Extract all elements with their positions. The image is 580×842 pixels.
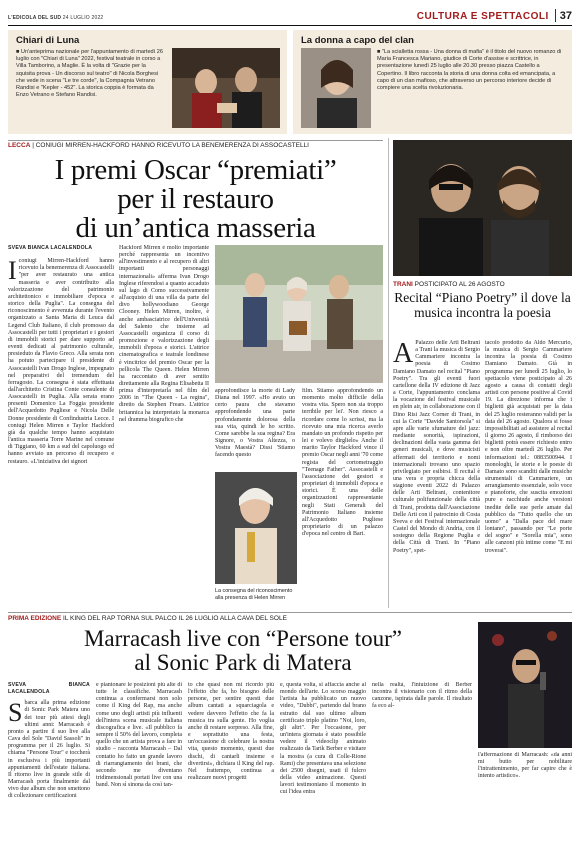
kicker-text: POSTICIPATO AL 26 AGOSTO (414, 281, 505, 288)
musicians-photo (393, 140, 572, 276)
box-text: ■ "La scialletta rossa - Una donna di mafia" è il titolo del nuovo romanzo di Maria Francesca Mariano, giudice di Corte d'assise e scrittrice, in presentazione lunedì 25 luglio alle 20.30 presso piazza Castello a Copertino. Il libro racconta la storia di una donna colta ed emancipata, a capo di un clan mafioso, che attraverso un percorso interiore decide di compiere una scelta rivoluzionaria. (377, 49, 562, 92)
column-text: e, questa volta, si affaccia anche al mondo dell'arte. Lo scorso maggio l'artista ha pubblicato un nuovo video, "Dubbi", partendo dal brano estratto dal suo ultimo album certificato triplo platino "Noi, loro, gli altri". Per l'occasione, per un'intera giornata è stato possibile vedere il videoclip animato realizzato da Tarik Berber e visitare la mostra (a cura di Colle-Rione Rami) che presentava una selezione dei 2500 disegni, usati il fulcro della video animazione. Questi lavori testimoniano il momento in cui l'idea entra (280, 682, 366, 796)
column-text: Hackford Mirren è molto importante perché rappresenta un incentivo all'investimento e al recupero di altri importanti personaggi internazionali» afferma Ivan Drogo Inglese riferendosi a quanto accaduto sul lago di Como successivamente all'acquisto di una villa da parte del divo hollywoodiano George Clooney. Helen Mirren, inoltre, è anche ambasciatrice dell'Università del Salento che insieme ad Assocastelli organizza il corso di promozione e valorizzazione degli immobili d'epoca e storici. L'attrice cinematografica e teatrale londinese è vincitrice del premio Oscar per la pellicola The Queen. Helen Mirren ha raccontato di aver sentito direttamente alla Regina Elisabetta II prima d'interpretarla nel film del 2006 in "The Queen - La regina", diretto da Stephen Frears. L'attrice britannica ha interpretato la monarca nel dramma biografico che (119, 245, 209, 423)
kicker-place: LECCA (8, 142, 31, 149)
column-text: film. Stiamo approfondendo un momento molto difficile della vostra vita. Spero non sia troppo terribile per lei'. Non riesco a ricordare come lo scrissi, ma la ricevuto una mia ricerca averlo mandato un profondo rispetto per lei e volevo dirglielo» Anche il marito Taylor Hackford vince il premio Oscar negli anni '70 come regista del cortometraggio "Teenage Father". Assocastelli e l'associazione dei gestori e proprietari di immobili d'epoca e storici. È una delle organizzazioni rappresentante negli Stati Generali del Patrimonio Italiano insieme all'Acquedotto Pugliese proprietario di un palazzo d'epoca nel centro di Bari. (302, 388, 383, 538)
column-text: nella realtà, l'intuizione di Berber incontra il visionario con il ritmo della canzone, ispirata dalle parole. Il risultato fa eco al- (372, 682, 472, 710)
box-donna-clan (293, 30, 572, 134)
main-headline (8, 156, 383, 243)
bottom-byline: SVEVA BIANCA LACALENDOLA (8, 682, 90, 696)
bottom-kicker (8, 615, 572, 622)
column-text: Palazzo delle Arti Beltrani a Trani la musica di Sergio Cammariere incontra la poesia di Cosimo Damiano Damato nel recital "Piano Poetry". Tra gli eventi fuori cartellone della IV edizione di Jazz a Corte, l'appuntamento conclama la vocazione del festival musicale en plein air, in collaborazione con il Dino Risi Jazz Corner di Trani, in cui la Corte "Davide Santorsola" si apre alle varie sfumature del jazz: mediante sonorità, ispirazioni, declinazioni della vasta gamma dei generi musicali, e dove musicisti affermati del territorio e nomi internazionali trovano uno spazio privilegiato per esibirsi. Il recital è una vera e propria chicca della stagione eventi 2022 di Palazzo delle Arti Beltrani, contenitore culturale polifunzionale della città di Trani, prodotta dall'Associazione Delle Arti con il patrocinio di Costa Sveva e dei Festival internazionale Castel del Mondo di Andria, con il sostegno della Regione Puglia e della Città di Trani. In "Piano Poetry", spet- (393, 340, 480, 554)
box-chiari-di-luna (8, 30, 287, 134)
right-headline: Recital “Piano Poetry” il dove la musica incontra la poesia (394, 290, 571, 320)
right-kicker (393, 281, 505, 288)
bottom-headline (8, 627, 478, 675)
headline-line-1: Marracash live con “Persone tour” (83, 626, 403, 651)
newspaper-name: L'EDICOLA DEL SUD (8, 15, 62, 21)
bottom-column-4 (280, 682, 366, 834)
section-title: CULTURA E SPETTACOLI (416, 11, 549, 22)
column-divider (388, 138, 389, 608)
drop-cap: I (8, 256, 17, 286)
marracash-photo (478, 622, 572, 748)
column-text: e piantonare le posizioni più alte di tutte le classifiche. Marracash continua a confermarsi non solo come il King del Rap, ma anche come uno degli artisti più influenti dell'intera scena musicale italiana discografica e live. «Il pubblico fa sempre il 50% del lavoro, completa quello che un artista prova a fare in studio – racconta Marracash – Dal contatto ho fatto un grande lavoro di riarrangiamento dei brani, che secondo me diventano tridimensionali portati live con una band. Non sì sinona da così tan- (96, 682, 182, 789)
page-header (8, 6, 572, 26)
column-text: to che quasi non mi ricordo più l'effetto che fa, ho bisogno delle persone, per sentire questi due album cantati a squarciagola e vedere davvero l'effetto che fa la musica tra sulla gente. Ho voglia anche di restare sorpreso. Alla fine, e soprattutto una festa, un'occasione di celebrare la nostra vita, questo momento, questi due dischi, di cantarli insieme e divertirsi», dichiara il King del rap. Nel frattempo, continua a realizzare nuovi progetti (188, 682, 274, 782)
kicker-place: PRIMA EDIZIONE (8, 615, 62, 622)
main-column-1 (8, 245, 114, 607)
right-column-2 (485, 340, 572, 608)
bottom-column-1 (8, 682, 90, 834)
headline-line-2: al Sonic Park di Matera (134, 650, 352, 675)
theatre-photo (172, 48, 280, 128)
headline-line-3: di un’antica masseria (75, 212, 316, 244)
drop-cap: S (8, 698, 23, 728)
headline-line-2: per il restauro (117, 183, 274, 215)
kicker-text: IL KING DEL RAP TORNA SUL PALCO IL 26 LUGLIO ALLA CAVA DEL SOLE (63, 615, 287, 622)
kicker-rule (8, 612, 572, 613)
main-kicker: LECCA | CONIUGI MIRREN-HACKFORD HANNO RICEVUTO LA BENEMERENZA DI ASSOCASTELLI (8, 142, 309, 149)
header-masthead (8, 15, 417, 25)
column-text: coniugi Mirren-Hackford hanno ricevuto la benemerenza di Assocastelli "per aver restaurato una antica masseria e aver contribuito alla valorizzazione del patrimonio architettonico e immobiliare d'epoca e storico della Puglia". La consegna del riconoscimento è avvenuta durante l'evento organizzato a Santa Maria di Leuca dal Legend Club Italiano, il club promosso da Assocastelli per tutti i proprietari e i gestori di immobili storici per dare supporto ad eventi dedicati al patrimonio culturale, presieduto da Flavio Greco. Alla serata non ha potuto partecipare il presidente di Assocastelli Ivan Drogo Inglese, impegnato nel preparativi del tremendum del ferragosto. La consegna è stata effettuata dall'architetto Cristina Conte consulente di Assocastelli in Puglia. Alla serata erano presenti Domenico La Foggia presidente dell'Acquedotto Pugliese e Nicola Delle Donne presidente di Confindustria Lecce. I coniugi Helen Mirren e Taylor Hackford già da qualche tempo hanno acquistato l'antica masseria Torre Marine nel comune di Tiggiano, 60 km a sud del capoluogo ed hanno avviato un percorso di recupero e restauro. «L'iniziativa dei signori (8, 258, 114, 465)
right-column-1 (393, 340, 480, 608)
helen-mirren-photo (215, 472, 297, 584)
box-title: Chiari di Luna (16, 35, 80, 46)
bottom-column-3 (188, 682, 274, 834)
kicker-text: CONIUGI MIRREN-HACKFORD HANNO RICEVUTO LA BENEMERENZA DI ASSOCASTELLI (35, 142, 309, 149)
photo-caption: La consegna del riconoscimento alla presenza di Helen Mirren (215, 588, 293, 601)
kicker-rule (8, 140, 383, 141)
header-divider (555, 9, 556, 22)
box-text: ■ Un'anteprima nazionale per l'appuntamento di martedì 26 luglio con "Chiari di Luna" 2022, festival teatrale in corso a Villa Tamborino, a Maglie. È la volta di "Grazie per la squisita prova - Un discorso sul teatro" di Nicola Borghesi che vede in scena "Le tre corde", la Compagnia Vetrano Randisi e "Kepler - 452". La storica coppia è formata da Enzo Vetrano e Stefano Randisi. (16, 49, 163, 99)
box-title: La donna a capo del clan (301, 35, 414, 46)
issue-date: 24 LUGLIO 2022 (62, 15, 104, 21)
bottom-column-2 (96, 682, 182, 834)
column-text: barca alla prima edizione di Sonic Park Matera uno dei tour più attesi degli ultimi anni: Marracash è pronto a partire il suo live alla Cava del Sole "David Sassoli" in programma per il 26 luglio. Si chiama "Persone Tour" e toccherà in esclusiva i più importanti appuntamenti dell'estate italiana. Il ritorno live in grande stile di Marracash porta finalmente dal vivo due album che non smettono di collezionare certificazioni (8, 700, 90, 800)
kicker-place: TRANI (393, 281, 413, 288)
award-group-photo (215, 245, 383, 383)
bottom-column-6 (478, 752, 572, 834)
author-photo (301, 48, 371, 128)
main-byline: SVEVA BIANCA LACALENDOLA (8, 245, 93, 251)
headline-line-1: I premi Oscar “premiati” (54, 154, 337, 186)
column-text: approfondisce la morte di Lady Diana nel 1997. «Ho avuto un certo paura che stavamo approfondendo una parte profondamente dolorosa della sua vita, quindi le ho scritto. Come sarebbe la sua regina? Era Signore, o Vostra Altezza, o Vostra Maestà? Dissi 'Stiamo facendo questo (215, 388, 295, 459)
bottom-column-5 (372, 682, 472, 834)
page-number: 37 (559, 10, 572, 22)
main-column-2 (119, 245, 209, 607)
column-text: tacolo prodotto da Aldo Mercurio, la musica di Sergio Cammariere incontra la poesia di Cosimo Damiano Damato. Già in programma per lunedì 25 luglio, lo spettacolo viene posticipato al 26 agosto a causa di contatti degli artisti con persone positive al Covid 19. La direzione informa che i biglietti già acquistati per la data del 25 luglio resteranno validi per la data del 26 agosto. Qualora si fosse impossibilitati ad assistere al recital il giorno 26 agosto, il rimborso dei biglietti potrà essere richiesto entro e non oltre martedì 26 luglio. Per informazioni tel.: 0883500944. I monologhi, le storie e le poesie di Damato sono scanditi dalle musiche strumentali di Cammariere, un arrangiamento essenziale, solo voce e pianoforte, che suscita emozioni pure e racchiude anche versioni inedite delle sue perle amate dal pubblico da "Tutto quello che un uomo" a "Dalla pace del mare lontano", passando per "Le porte del sogno" e "Sorella mia", sono alle canzoni più intime come "E mi troverai". (485, 340, 572, 554)
main-column-4 (302, 388, 383, 607)
column-text: l'affermazione di Marracash: «da anni mi butto per nobilitare l'intrattenimento, per far capire che è intento artistico». (478, 752, 572, 780)
main-column-3 (215, 388, 295, 468)
drop-cap: A (393, 340, 414, 369)
